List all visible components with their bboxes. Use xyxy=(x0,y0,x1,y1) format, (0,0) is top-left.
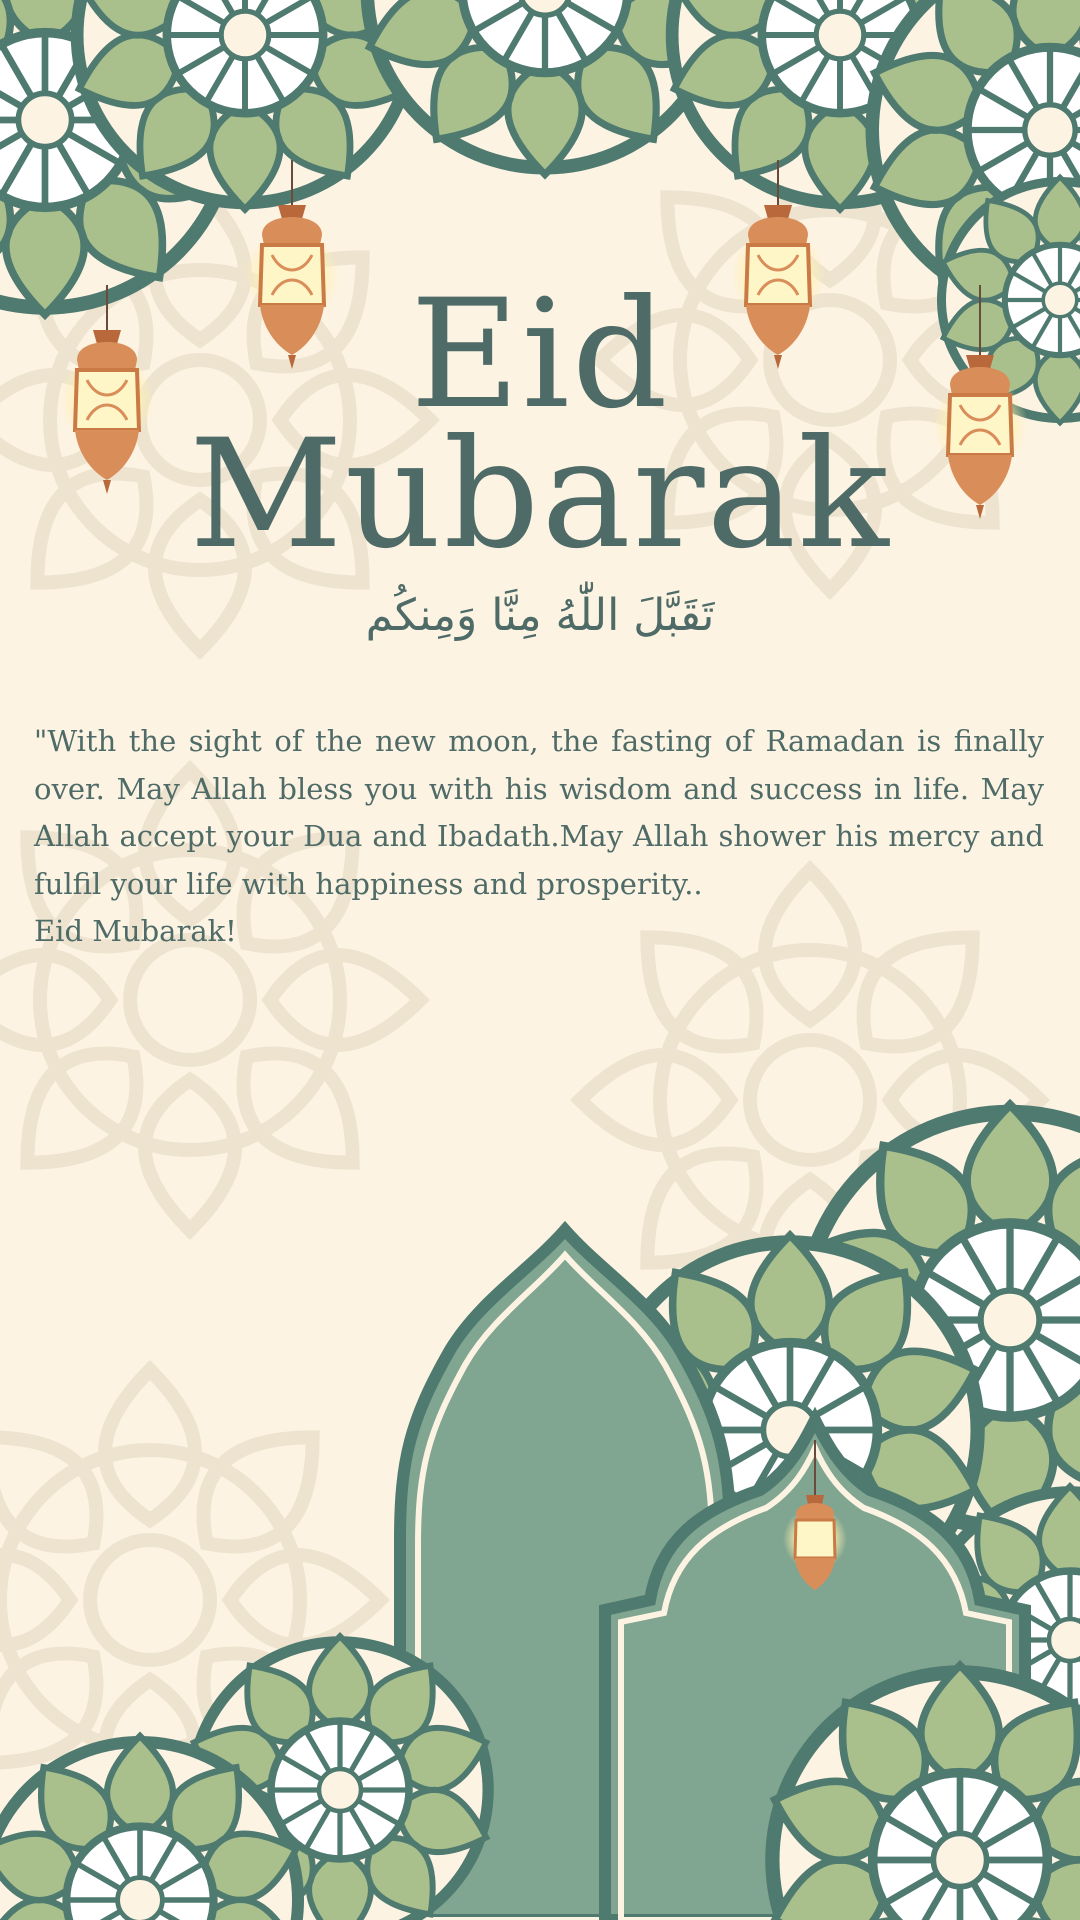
message-body: "With the sight of the new moon, the fasting of Ramadan is finally over. May Allah bless you with his wisdom and success in life. May Allah accept your Dua and Ibadath.May Allah shower his mercy and fulfil your life with happiness and prosperity.. xyxy=(34,724,1044,901)
title-line-eid: Eid xyxy=(410,268,670,442)
title-line-mubarak: Mubarak xyxy=(189,408,891,582)
message-closing: Eid Mubarak! xyxy=(34,914,237,948)
arabic-greeting: تَقَبَّلَ اللّٰهُ مِنَّا وَمِنكُم xyxy=(365,590,715,641)
